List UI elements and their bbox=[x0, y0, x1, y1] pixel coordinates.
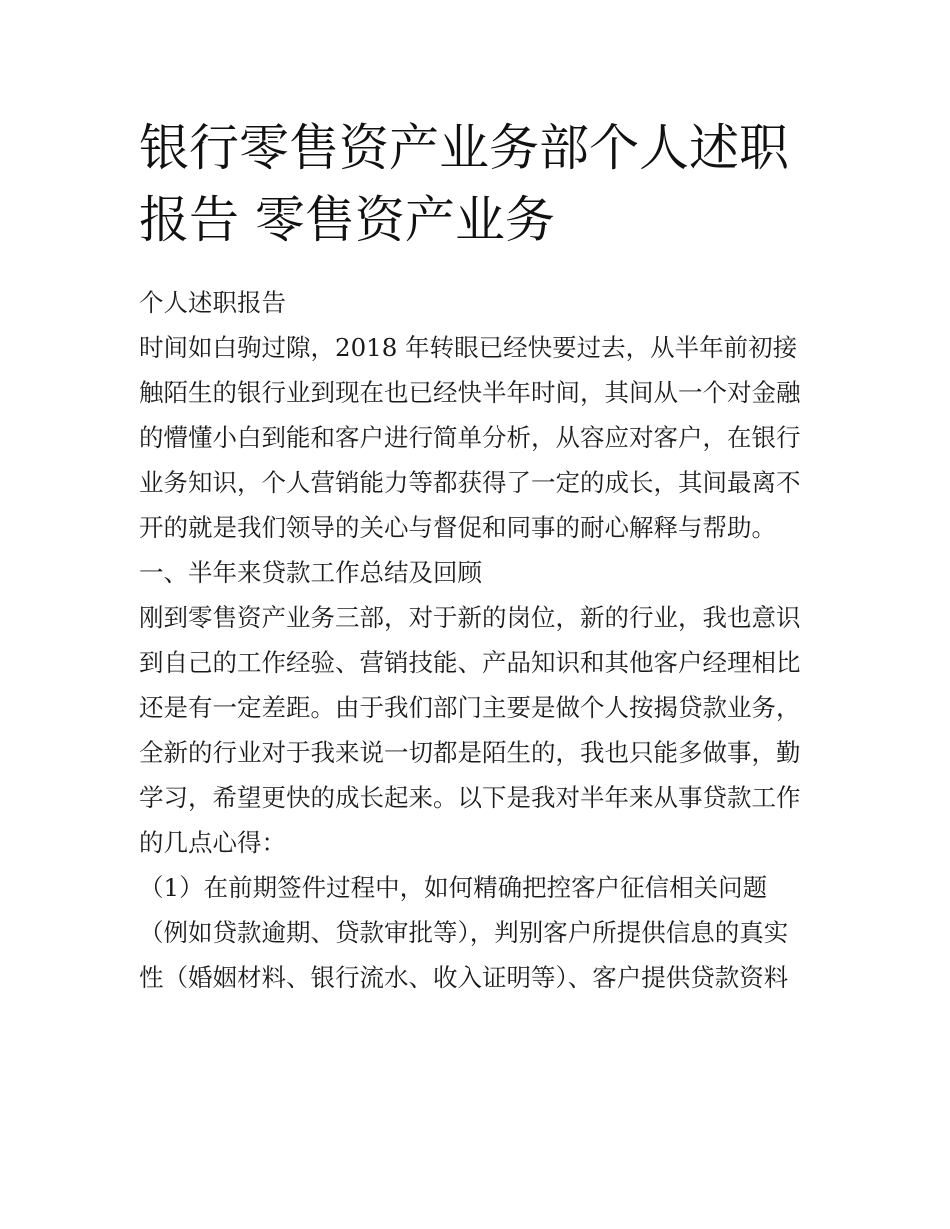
title-line-2: 报告 零售资产业务 bbox=[139, 191, 555, 249]
paragraph-line: 学习，希望更快的成长起来。以下是我对半年来从事贷款工作 bbox=[139, 783, 801, 812]
section-heading-review: 一、半年来贷款工作总结及回顾 bbox=[139, 558, 482, 587]
paragraph-line: 时间如白驹过隙，2018 年转眼已经快要过去，从半年前初接 bbox=[139, 333, 798, 362]
list-item-line: （1）在前期签件过程中，如何精确把控客户征信相关问题 bbox=[139, 873, 768, 902]
list-item-line: 性（婚姻材料、银行流水、收入证明等）、客户提供贷款资料 bbox=[139, 963, 789, 992]
paragraph-line: 的几点心得： bbox=[139, 828, 286, 857]
paragraph-line: 开的就是我们领导的关心与督促和同事的耐心解释与帮助。 bbox=[139, 513, 776, 542]
paragraph-line: 全新的行业对于我来说一切都是陌生的，我也只能多做事，勤 bbox=[139, 738, 801, 767]
paragraph-line: 到自己的工作经验、营销技能、产品知识和其他客户经理相比 bbox=[139, 648, 801, 677]
document-body bbox=[139, 280, 829, 1000]
paragraph-line: 业务知识，个人营销能力等都获得了一定的成长，其间最离不 bbox=[139, 468, 801, 497]
paragraph-line: 还是有一定差距。由于我们部门主要是做个人按揭贷款业务， bbox=[139, 693, 801, 722]
section-heading-report: 个人述职报告 bbox=[139, 288, 286, 317]
paragraph-line: 触陌生的银行业到现在也已经快半年时间，其间从一个对金融 bbox=[139, 378, 801, 407]
list-item-line: （例如贷款逾期、贷款审批等），判别客户所提供信息的真实 bbox=[139, 918, 789, 947]
paragraph-line: 的懵懂小白到能和客户进行简单分析，从容应对客户，在银行 bbox=[139, 423, 801, 452]
title-line-1: 银行零售资产业务部个人述职 bbox=[139, 119, 789, 177]
paragraph-line: 刚到零售资产业务三部，对于新的岗位，新的行业，我也意识 bbox=[139, 603, 801, 632]
document-title bbox=[139, 112, 829, 256]
